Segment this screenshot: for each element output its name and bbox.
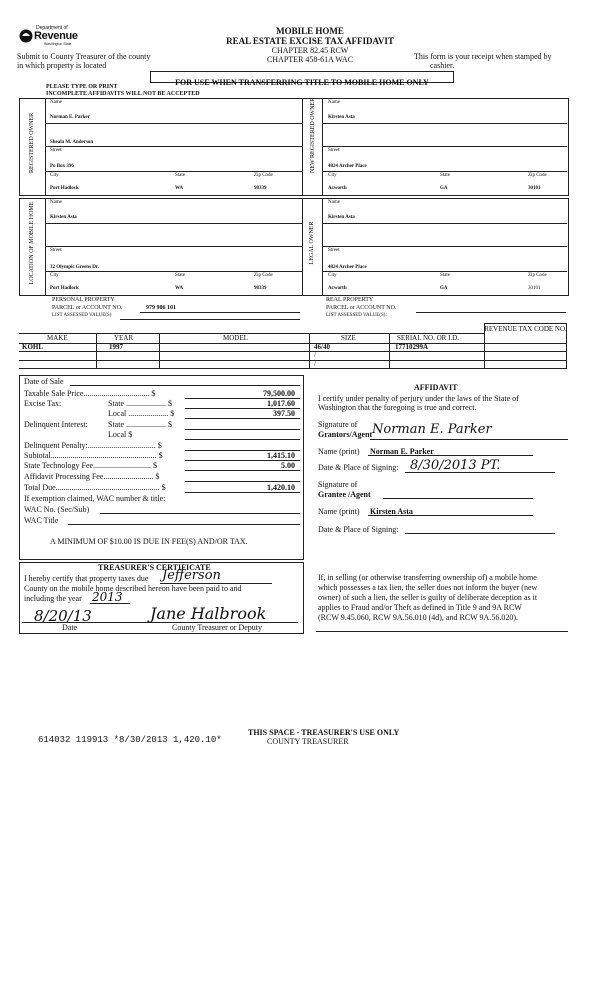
ro-name-1: Norman E. Parker: [50, 115, 90, 120]
treasurer-year-sig: 2013: [92, 590, 123, 604]
incomplete-note: INCOMPLETE AFFIDAVITS WILL NOT BE ACCEPTED: [46, 91, 200, 97]
warning-line-3: owner) of such a lien, the seller is guilty of deliberate deception as it: [318, 593, 538, 602]
treasurer-use-only: THIS SPACE - TREASURER'S USE ONLY: [248, 728, 400, 737]
ro-city: Port Hadlock: [50, 186, 79, 191]
logo-word: Revenue: [34, 30, 78, 42]
row1-year: 1997: [109, 343, 123, 351]
tech-fee-value: 5.00: [281, 461, 295, 470]
loc-name-label: Name: [50, 200, 62, 205]
taxable-label: Taxable Sale Price................................. $: [24, 389, 156, 398]
loc-city-label: City: [50, 273, 59, 278]
ro-city-label: City: [50, 173, 59, 178]
no-street-label: Street: [328, 148, 340, 153]
excise-state-value: 1,017.60: [267, 399, 295, 408]
lo-name: Kirsten Asta: [328, 215, 355, 220]
no-city: Acworth: [328, 186, 347, 191]
delinquent-state-label: State .................... $: [108, 420, 172, 429]
parcel-label: PARCEL or ACCOUNT NO.: [52, 305, 123, 311]
submit-line-2: in which property is located: [17, 61, 107, 70]
wac-no-label: WAC No. (Sec/Sub): [24, 505, 90, 514]
logo-state: Washington State: [44, 42, 72, 46]
total-due-label: Total Due.................................................... $: [24, 483, 166, 492]
affidavit-text-2: Washington that the foregoing is true and correct.: [318, 403, 477, 412]
no-zip-label: Zip Code: [528, 173, 547, 178]
tech-fee-label: State Technology Fee............................. $: [24, 461, 158, 470]
warning-line-4: applies to Fraud and/or Theft as defined in Title 9 and 9A RCW: [318, 603, 522, 612]
chapter-wac: CHAPTER 458-61A WAC: [266, 55, 354, 64]
treasurer-line-1: I hereby certify that property taxes due: [24, 574, 149, 583]
list-value-label: LIST ASSESSED VALUE(S): [52, 313, 112, 318]
chapter-rcw: CHAPTER 82.45 RCW: [271, 46, 349, 55]
grantee-name-label: Name (print): [318, 507, 360, 516]
owner-section-2: [19, 198, 569, 296]
banner: [150, 71, 454, 87]
grantor-signature: Norman E. Parker: [372, 422, 492, 437]
grantor-sig-label-1: Signature of: [318, 420, 358, 429]
affidavit-text-1: I certify under penalty of perjury under the laws of the State of: [318, 394, 519, 403]
real-property-label: REAL PROPERTY: [326, 297, 374, 303]
owner-section-1: [19, 98, 569, 196]
title-mobile-home: MOBILE HOME: [276, 26, 344, 36]
treasurer-deputy-label: County Treasurer or Deputy: [172, 623, 262, 632]
row1-make: KOHL: [22, 343, 44, 351]
subtotal-value: 1,415.10: [267, 451, 295, 460]
grantor-date-place: 8/30/2013 PT.: [410, 458, 501, 473]
print-note: PLEASE TYPE OR PRINT: [46, 84, 118, 90]
treasurer-line-2: County on the mobile home described hereon have been paid to and: [24, 584, 242, 593]
loc-street-label: Street: [50, 248, 62, 253]
row3-size: /: [314, 360, 316, 368]
label-location: LOCATION OF MOBILE HOME: [29, 201, 35, 285]
form-title: [210, 26, 410, 64]
loc-state: WA: [175, 286, 184, 291]
grantee-name: Kirsten Asta: [370, 507, 413, 516]
logo: [18, 26, 78, 50]
row1-size: 46/40: [314, 343, 330, 351]
loc-city: Port Hadlock: [50, 286, 79, 291]
receipt-note-1: This form is your receipt when stamped by: [414, 52, 552, 61]
treasurer-county-sig: Jefferson: [162, 568, 221, 583]
total-due-value: 1,420.10: [267, 483, 295, 492]
ro-name-2: Sheala M. Anderson: [50, 140, 94, 145]
lo-state-label: State: [440, 273, 450, 278]
lo-state: GA: [440, 286, 448, 291]
ro-street-label: Street: [50, 148, 62, 153]
penalty-label: Delinquent Penalty:.................................. $: [24, 441, 162, 450]
affidavit-fee-label: Affidavit Processing Fee......................... $: [24, 472, 160, 481]
ro-zip-label: Zip Code: [254, 173, 273, 178]
col-make: MAKE: [47, 334, 68, 342]
excise-local-label: Local .................... $: [108, 409, 175, 418]
col-size: SIZE: [341, 334, 356, 342]
no-city-label: City: [328, 173, 337, 178]
grantor-name-label: Name (print): [318, 447, 360, 456]
lo-street: 4824 Archer Place: [328, 265, 367, 270]
logo-dept: Department of: [36, 25, 68, 31]
treasurer-signature: Jane Halbrook: [150, 604, 267, 623]
lo-city: Acworth: [328, 286, 347, 291]
grantee-sig-label-2: Grantee /Agent: [318, 490, 371, 499]
title-excise: REAL ESTATE EXCISE TAX AFFIDAVIT: [226, 36, 394, 46]
no-state: GA: [440, 186, 448, 191]
county-treasurer-label: COUNTY TREASURER: [267, 737, 349, 746]
grantor-date-label: Date & Place of Signing:: [318, 463, 399, 472]
row2-size: /: [314, 351, 316, 359]
affidavit-title: AFFIDAVIT: [414, 383, 458, 392]
excise-local-value: 397.50: [273, 409, 295, 418]
loc-name: Kirsten Asta: [50, 215, 77, 220]
minimum-due-note: A MINIMUM OF $10.00 IS DUE IN FEE(S) AND/OR TAX.: [50, 537, 248, 546]
ro-zip: 98339: [254, 186, 267, 191]
banner-text: FOR USE WHEN TRANSFERRING TITLE TO MOBILE HOME ONLY: [175, 78, 429, 87]
no-street: 4824 Archer Place: [328, 164, 367, 169]
loc-zip: 98339: [254, 286, 267, 291]
col-serial: SERIAL NO. OR I.D.: [397, 334, 459, 342]
exemption-label: If exemption claimed, WAC number & title:: [24, 494, 166, 503]
fraud-warning: [318, 573, 570, 623]
vehicle-table: [19, 323, 567, 369]
ro-state-label: State: [175, 173, 185, 178]
no-name: Kirsten Asta: [328, 115, 355, 120]
label-new-registered-owner: NEW REGISTERED OWNER: [310, 97, 316, 173]
lo-zip-label: Zip Code: [528, 273, 547, 278]
warning-line-2: which possesses a tax lien, the seller does not inform the buyer (new: [318, 583, 538, 592]
excise-label: Excise Tax:: [24, 399, 62, 408]
loc-street: 32 Olympic Greens Dr.: [50, 265, 99, 270]
grantee-sig-label-1: Signature of: [318, 480, 358, 489]
grantor-name: Norman E. Parker: [370, 447, 434, 456]
grantee-date-label: Date & Place of Signing:: [318, 525, 399, 534]
treasurer-date-sig: 8/20/13: [34, 607, 92, 625]
warning-line-5: (RCW 9.45.060, RCW 9A.56.010 (4d), and RCW 9A.56.020).: [318, 613, 518, 622]
treasurer-title: TREASURER'S CERTIFICATE: [98, 563, 211, 572]
submit-line-1: Submit to County Treasurer of the county: [17, 52, 151, 61]
col-model: MODEL: [223, 334, 248, 342]
row1-serial: 17710299A: [395, 343, 429, 351]
parcel-label-2: PARCEL or ACCOUNT NO.: [326, 305, 397, 311]
no-zip: 30101: [528, 186, 541, 191]
delinquent-local-label: Local $: [108, 430, 133, 439]
lo-city-label: City: [328, 273, 337, 278]
col-revenue: REVENUE TAX CODE NO.: [484, 325, 567, 333]
warning-line-1: If, in selling (or otherwise transferring ownership of) a mobile home: [318, 573, 537, 582]
excise-state-label: State .................... $: [108, 399, 172, 408]
list-value-label-2: LIST ASSESSED VALUE(S):: [326, 313, 387, 318]
treasurer-date-label: Date: [62, 623, 78, 632]
delinquent-interest-label: Delinquent Interest:: [24, 420, 88, 429]
receipt-note-2: cashier.: [430, 61, 455, 70]
ro-name-label: Name: [50, 100, 62, 105]
ro-state: WA: [175, 186, 184, 191]
label-registered-owner: REGISTERED OWNER: [29, 112, 35, 173]
ro-street: Po Box 396: [50, 164, 74, 169]
col-year: YEAR: [114, 334, 134, 342]
loc-state-label: State: [175, 273, 185, 278]
wac-title-label: WAC Title: [24, 516, 59, 525]
personal-property-label: PERSONAL PROPERTY: [52, 297, 115, 303]
treasurer-line-3: including the year: [24, 594, 82, 603]
no-state-label: State: [440, 173, 450, 178]
no-name-label: Name: [328, 100, 340, 105]
lo-name-label: Name: [328, 200, 340, 205]
label-legal-owner: LEGAL OWNER: [309, 221, 315, 265]
taxable-value: 79,500.00: [263, 389, 295, 398]
receipt-stamp: 614032 119913 *8/30/2013 1,420.10*: [38, 735, 222, 745]
subtotal-label: Subtotal..................................................... $: [24, 451, 163, 460]
loc-zip-label: Zip Code: [254, 273, 273, 278]
lo-zip: 30101: [528, 286, 541, 291]
parcel-number: 979 906 101: [146, 305, 176, 311]
date-of-sale-label: Date of Sale: [24, 377, 64, 386]
lo-street-label: Street: [328, 248, 340, 253]
grantor-sig-label-2: Grantors/Agent: [318, 430, 373, 439]
